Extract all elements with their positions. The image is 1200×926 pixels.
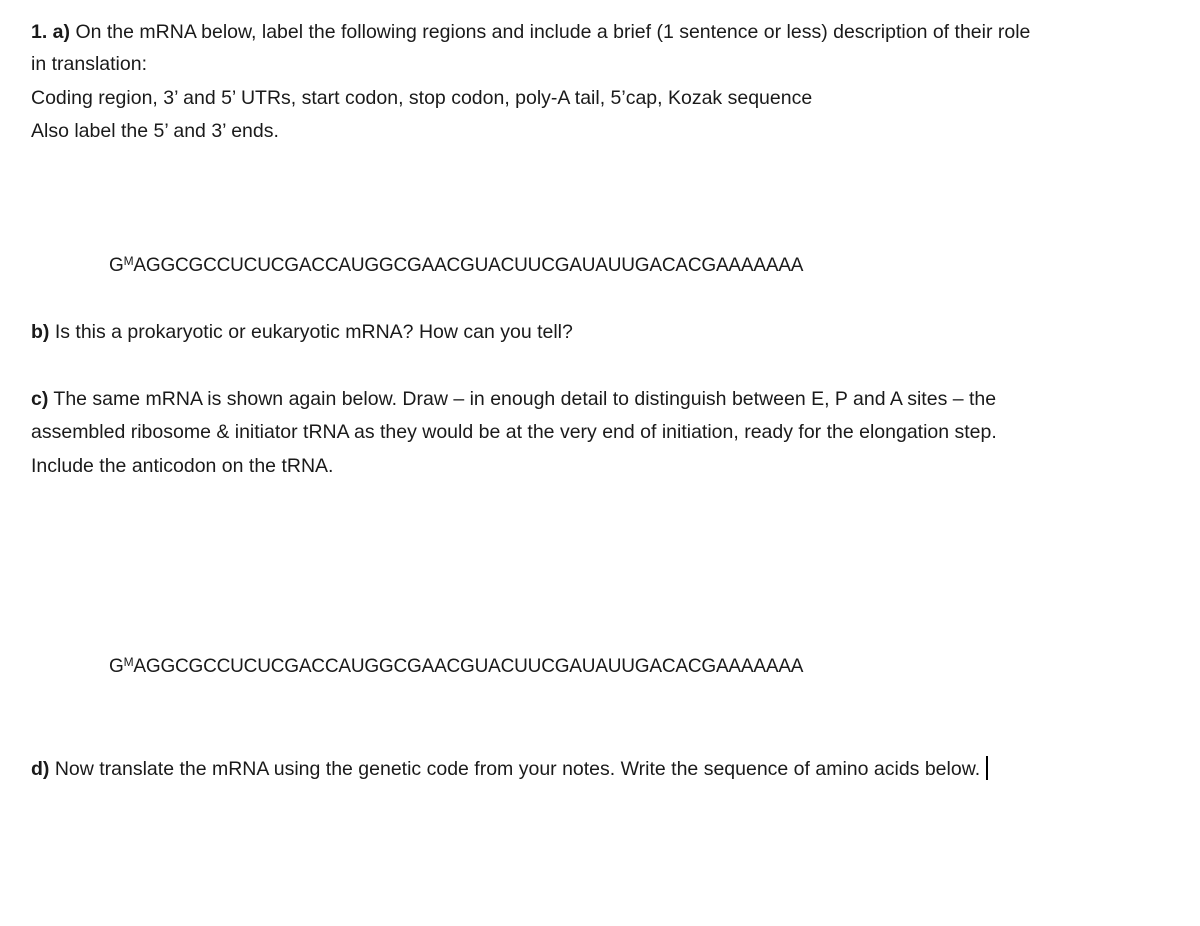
question-1a-line-4: Also label the 5’ and 3’ ends. bbox=[31, 120, 279, 142]
mrna-sequence-1-cap-superscript: M bbox=[123, 254, 134, 268]
question-1a-label: 1. a) bbox=[31, 21, 71, 43]
question-1b-label: b) bbox=[31, 321, 50, 343]
question-1a-line-3: Coding region, 3’ and 5’ UTRs, start codon, stop codon, poly-A tail, 5’cap, Kozak sequence bbox=[31, 87, 813, 109]
mrna-sequence-2-cap-superscript: M bbox=[123, 655, 134, 669]
question-1c-label: c) bbox=[31, 388, 49, 410]
question-1c-line-3: Include the anticodon on the tRNA. bbox=[31, 455, 334, 477]
question-1a-line-1 bbox=[31, 20, 1030, 44]
question-1b-text: Is this a prokaryotic or eukaryotic mRNA? How can you tell? bbox=[49, 321, 573, 343]
mrna-sequence-1 bbox=[109, 254, 803, 278]
question-1b-line bbox=[31, 320, 573, 344]
question-1c-line-2: assembled ribosome & initiator tRNA as they would be at the very end of initiation, ready for the elongation step. bbox=[31, 421, 997, 443]
question-1c-text: The same mRNA is shown again below. Draw – in enough detail to distinguish between E, P and A sites – the bbox=[48, 388, 997, 410]
question-1c-line-1 bbox=[31, 387, 996, 411]
question-1a-text: On the mRNA below, label the following regions and include a brief (1 sentence or less) description of their role bbox=[70, 21, 1031, 43]
question-1d-label: d) bbox=[31, 758, 50, 780]
mrna-sequence-2-prefix: G bbox=[109, 656, 124, 677]
question-1a-line-2: in translation: bbox=[31, 53, 147, 75]
question-1d-line bbox=[31, 756, 988, 781]
mrna-sequence-1-prefix: G bbox=[109, 255, 124, 276]
mrna-sequence-2-body: AGGCGCCUCUCGACCAUGGCGAACGUACUUCGAUAUUGACACGAAAAAAA bbox=[133, 656, 804, 677]
text-cursor[interactable] bbox=[986, 756, 988, 780]
mrna-sequence-1-body: AGGCGCCUCUCGACCAUGGCGAACGUACUUCGAUAUUGACACGAAAAAAA bbox=[133, 255, 804, 276]
mrna-sequence-2 bbox=[109, 655, 803, 679]
question-1d-text: Now translate the mRNA using the genetic code from your notes. Write the sequence of amino acids below. bbox=[49, 758, 981, 780]
